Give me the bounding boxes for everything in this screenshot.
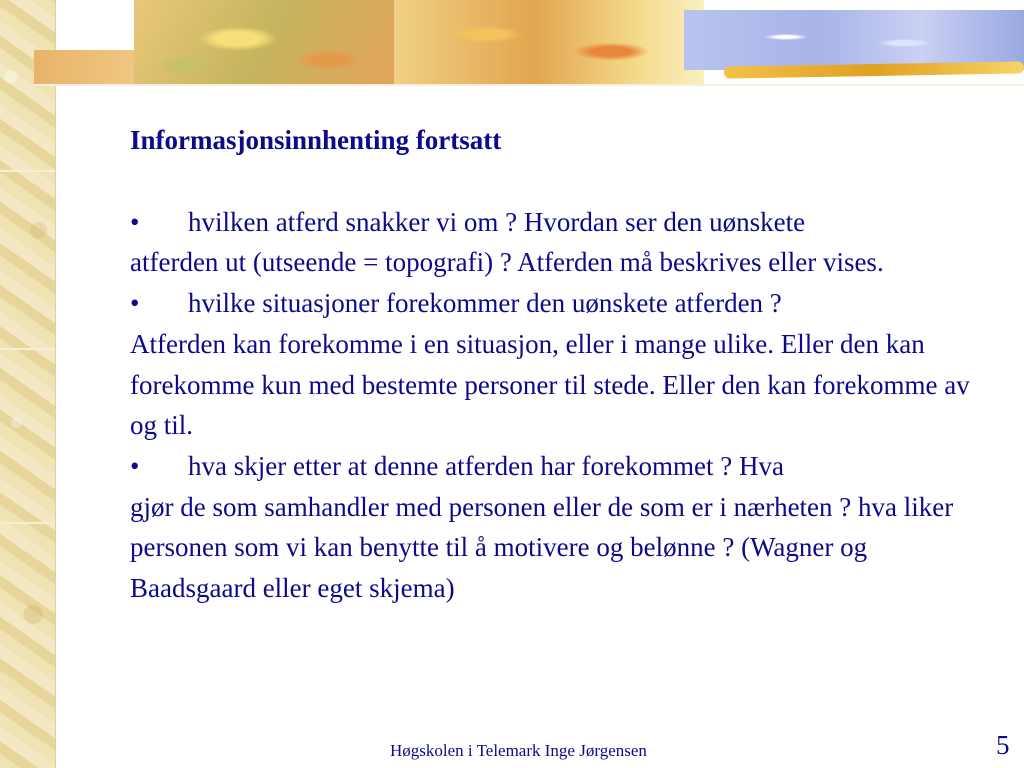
strip-seam (0, 170, 55, 172)
bullet-continuation: gjør de som samhandler med personen eller de som er i nærheten ? hva liker personen som vi kan benytte til å motivere og belønne ? (Wagner og Baadsgaard eller eget skjema) (130, 491, 954, 604)
band-leaf-image (134, 0, 394, 86)
bullet-item (130, 446, 980, 609)
strip-seam (0, 522, 55, 524)
band-edge (34, 84, 1024, 86)
bullet-first-line: hvilke situasjoner forekommer den uønskete atferden ? (188, 288, 782, 319)
left-decorative-strip (0, 0, 56, 768)
bullet-first-line: hvilken atferd snakker vi om ? Hvordan ser den uønskete (188, 206, 806, 237)
bullet-item (130, 202, 980, 283)
bullet-first-line: hva skjer etter at denne atferden har forekommet ? Hva (188, 450, 784, 481)
slide-body (130, 120, 980, 609)
slide-title: Informasjonsinnhenting fortsatt (130, 125, 502, 155)
bullet-continuation: atferden ut (utseende = topografi) ? Atferden må beskrives eller vises. (130, 247, 884, 278)
strip-seam (0, 348, 55, 350)
bullet-continuation: Atferden kan forekomme i en situasjon, eller i mange ulike. Eller den kan forekomme kun med bestemte personer til stede. Eller den kan forekomme av og til. (130, 328, 970, 441)
slide-footer: Høgskolen i Telemark Inge Jørgensen (390, 741, 647, 760)
slide-number: 5 (996, 730, 1010, 760)
band-autumn-image (394, 0, 704, 86)
bullet-dot-icon: • (130, 450, 140, 481)
bullet-dot-icon: • (130, 288, 140, 319)
top-decorative-band (34, 0, 1024, 86)
bullet-item (130, 283, 980, 446)
band-blue-image (684, 10, 1024, 70)
bullet-dot-icon: • (130, 206, 140, 237)
